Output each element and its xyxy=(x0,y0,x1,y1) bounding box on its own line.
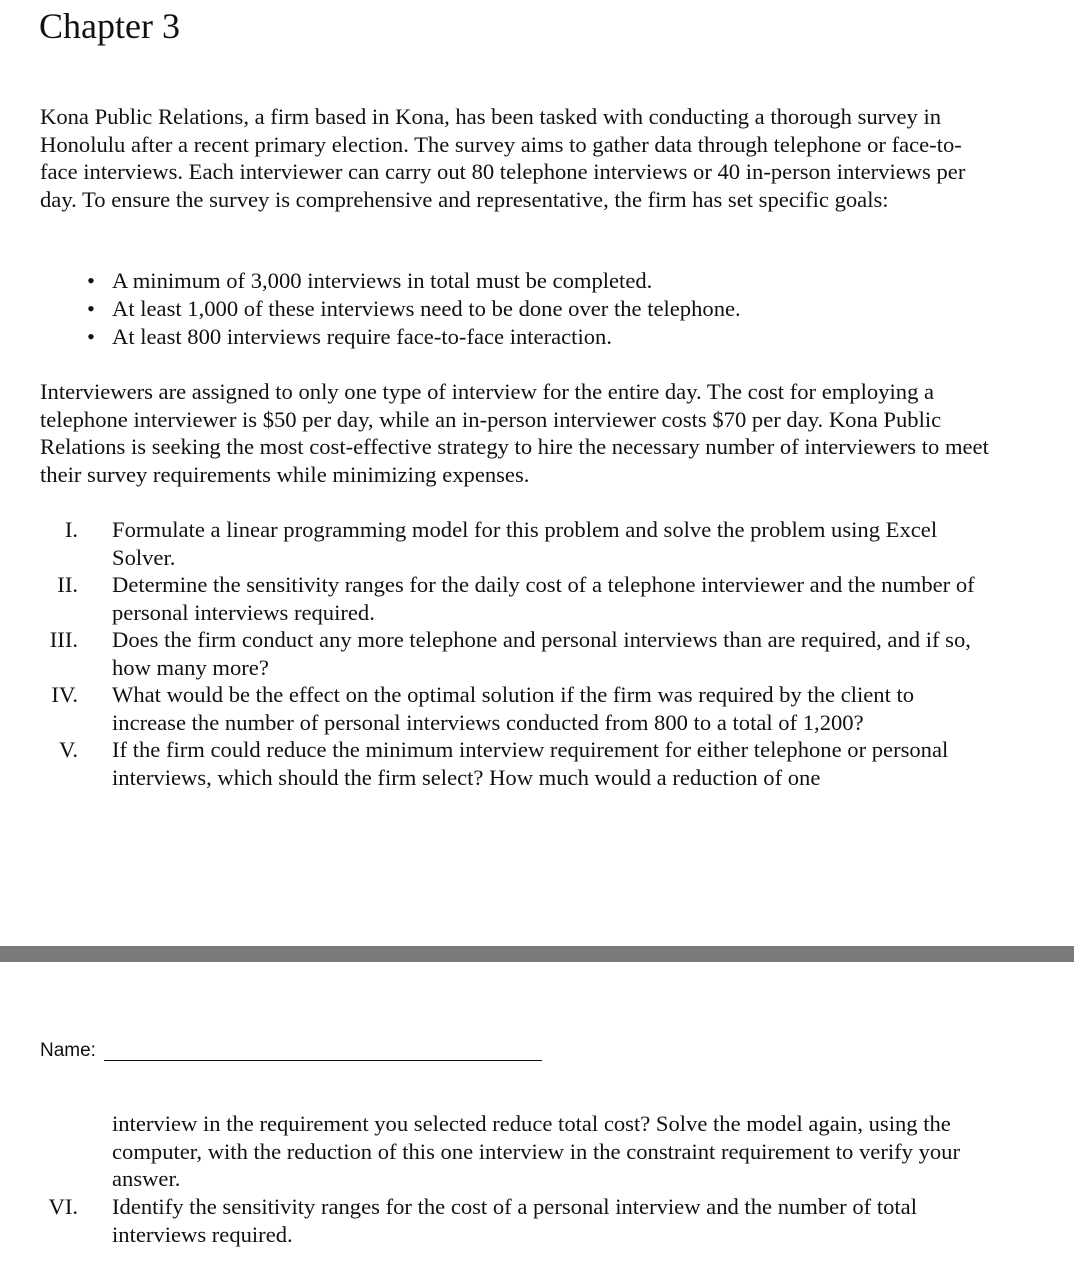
list-item xyxy=(0,267,1074,295)
question-text: Formulate a linear programming model for this problem and solve the problem using Excel Solver. xyxy=(112,517,938,570)
questions-list xyxy=(0,516,1074,791)
goal-text: A minimum of 3,000 interviews in total must be completed. xyxy=(112,268,653,293)
goal-text: At least 800 interviews require face-to-face interaction. xyxy=(112,324,612,349)
question-number: IV. xyxy=(51,682,78,707)
chapter-title: Chapter 3 xyxy=(39,6,180,46)
question-text: Does the firm conduct any more telephone and personal interviews than are required, and if so, how many more? xyxy=(112,627,971,680)
bullet-icon: • xyxy=(87,268,95,293)
questions-list-continued xyxy=(0,1193,1074,1248)
bullet-icon: • xyxy=(87,296,95,321)
name-label: Name: xyxy=(40,1040,96,1061)
cost-paragraph: Interviewers are assigned to only one type of interview for the entire day. The cost for employing a telephone interviewer is $50 per day, while an in-person interviewer costs $70 per day. Kona Public Relations is seeking the most cost-effective strategy to hire the necessary number of interviewers to meet their survey requirements while minimizing expenses. xyxy=(40,379,989,487)
question-number: V. xyxy=(58,737,78,762)
question-item xyxy=(0,571,1074,626)
list-item xyxy=(0,323,1074,351)
question-text: If the firm could reduce the minimum interview requirement for either telephone or personal interviews, which should the firm select? How much would a reduction of one xyxy=(112,737,949,790)
question-text: What would be the effect on the optimal solution if the firm was required by the client to increase the number of personal interviews conducted from 800 to a total of 1,200? xyxy=(112,682,915,735)
question-number: I. xyxy=(64,517,78,542)
intro-paragraph: Kona Public Relations, a firm based in Kona, has been tasked with conducting a thorough survey in Honolulu after a recent primary election. The survey aims to gather data through telephone or face-to-face interviews. Each interviewer can carry out 80 telephone interviews or 40 in-person interviews per day. To ensure the survey is comprehensive and representative, the firm has set specific goals: xyxy=(40,104,966,212)
name-field-line[interactable] xyxy=(104,1060,542,1061)
goal-text: At least 1,000 of these interviews need to be done over the telephone. xyxy=(112,296,741,321)
question-item xyxy=(0,516,1074,571)
question-continuation: interview in the requirement you selected reduce total cost? Solve the model again, using the computer, with the reduction of this one interview in the constraint requirement to verify your answer. xyxy=(112,1111,961,1191)
question-item xyxy=(0,681,1074,736)
question-item xyxy=(0,1193,1074,1248)
question-number: VI. xyxy=(48,1194,78,1219)
question-number: III. xyxy=(49,627,78,652)
list-item xyxy=(0,295,1074,323)
question-text: Determine the sensitivity ranges for the daily cost of a telephone interviewer and the number of personal interviews required. xyxy=(112,572,975,625)
page-divider xyxy=(0,946,1074,962)
bullet-icon: • xyxy=(87,324,95,349)
question-number: II. xyxy=(57,572,78,597)
question-item xyxy=(0,626,1074,681)
question-item xyxy=(0,736,1074,791)
goals-list xyxy=(0,267,1074,351)
question-text: Identify the sensitivity ranges for the cost of a personal interview and the number of total interviews required. xyxy=(112,1194,917,1247)
